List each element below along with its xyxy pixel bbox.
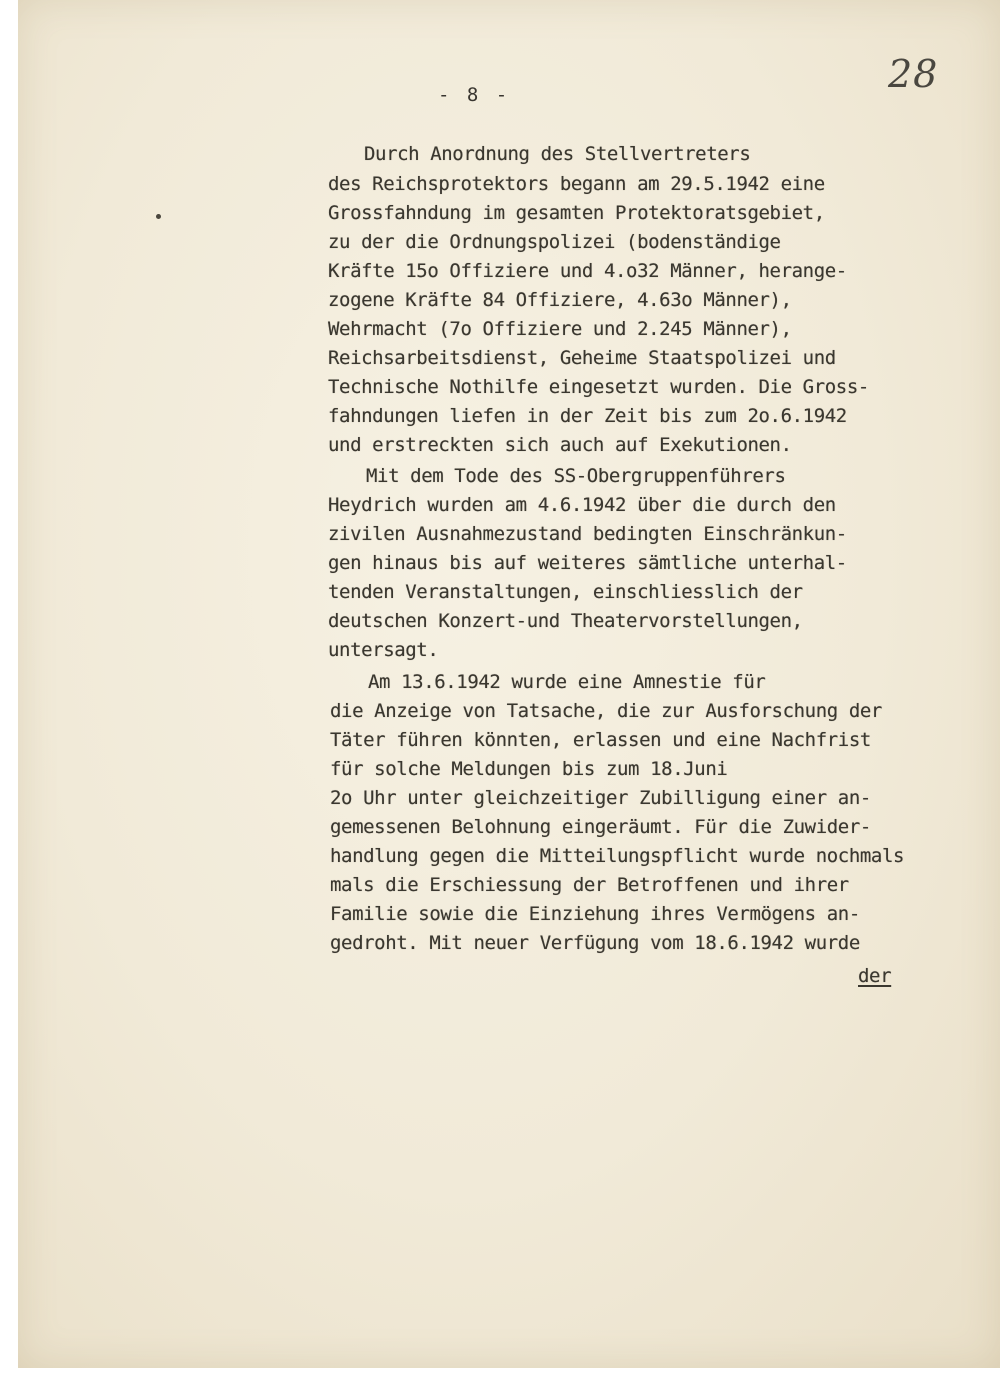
text-line: Heydrich wurden am 4.6.1942 über die durch den (328, 494, 836, 516)
text-line: gen hinaus bis auf weiteres sämtliche unterhal- (328, 552, 847, 574)
text-line: Wehrmacht (7o Offiziere und 2.245 Männer), (328, 318, 792, 340)
text-line: Technische Nothilfe eingesetzt wurden. Die Gross- (328, 376, 869, 398)
margin-mark (156, 214, 161, 219)
text-line: deutschen Konzert-und Theatervorstellungen, (328, 610, 803, 632)
text-line: handlung gegen die Mitteilungspflicht wurde nochmals (330, 845, 905, 867)
text-line: gemessenen Belohnung eingeräumt. Für die Zuwider- (330, 816, 871, 838)
text-line: Am 13.6.1942 wurde eine Amnestie für (368, 671, 766, 693)
text-line: Täter führen könnten, erlassen und eine Nachfrist (330, 729, 871, 751)
text-line: des Reichsprotektors begann am 29.5.1942 eine (328, 173, 825, 195)
text-line: die Anzeige von Tatsache, die zur Ausforschung der (330, 700, 882, 722)
text-line: zivilen Ausnahmezustand bedingten Einschränkun- (328, 523, 847, 545)
folio-number: 28 (888, 52, 939, 96)
text-line: Familie sowie die Einziehung ihres Vermögens an- (330, 903, 860, 925)
text-line: gedroht. Mit neuer Verfügung vom 18.6.1942 wurde (330, 932, 860, 954)
text-line: Kräfte 15o Offiziere und 4.o32 Männer, herange- (328, 260, 847, 282)
text-line: tenden Veranstaltungen, einschliesslich der (328, 581, 803, 603)
text-line: zu der die Ordnungspolizei (bodenständige (328, 231, 781, 253)
paper-sheet (18, 0, 1000, 1368)
text-line: Grossfahndung im gesamten Protektoratsgebiet, (328, 202, 825, 224)
page-number: - 8 - (438, 84, 511, 106)
text-line: für solche Meldungen bis zum 18.Juni (330, 758, 728, 780)
text-line: fahndungen liefen in der Zeit bis zum 2o.6.1942 (328, 405, 847, 427)
text-line: mals die Erschiessung der Betroffenen und ihrer (330, 874, 849, 896)
text-line: 2o Uhr unter gleichzeitiger Zubilligung einer an- (330, 787, 871, 809)
text-line: untersagt. (328, 639, 439, 661)
text-line: Durch Anordnung des Stellvertreters (364, 143, 751, 165)
text-line: Reichsarbeitsdienst, Geheime Staatspolizei und (328, 347, 836, 369)
text-line: Mit dem Tode des SS-Obergruppenführers (366, 465, 786, 487)
text-line: und erstreckten sich auch auf Exekutionen. (328, 434, 792, 456)
catchword: der (858, 965, 892, 987)
text-line: zogene Kräfte 84 Offiziere, 4.63o Männer), (328, 289, 792, 311)
